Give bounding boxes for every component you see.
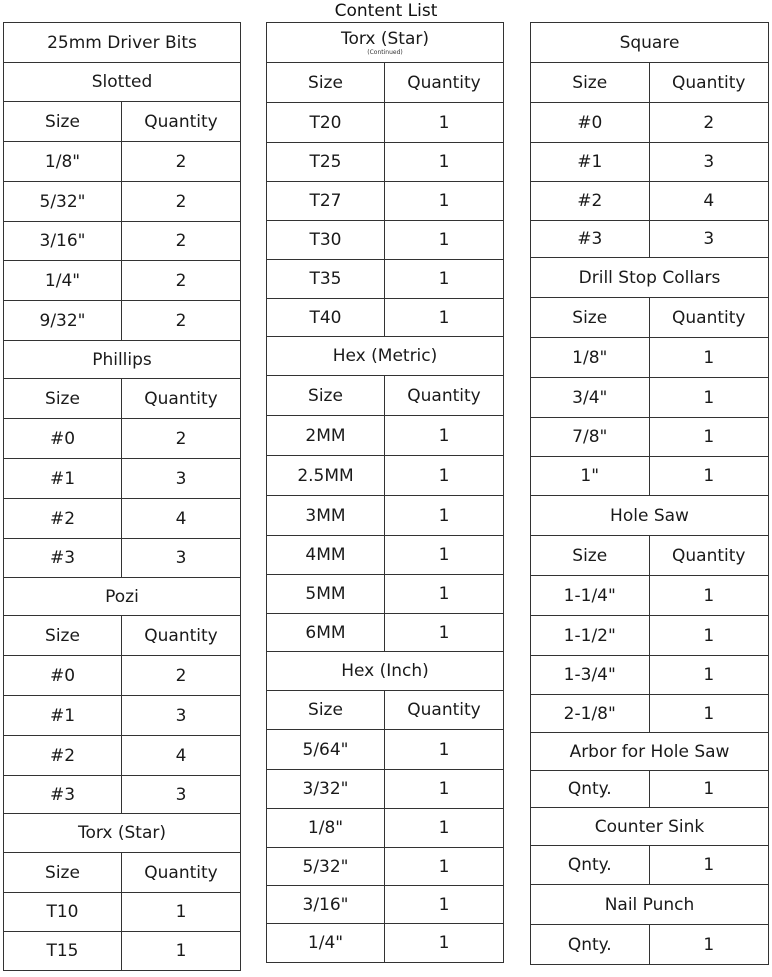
quantity-cell: 2 bbox=[175, 310, 187, 331]
size-cell: T10 bbox=[4, 893, 122, 931]
table-row bbox=[4, 499, 240, 539]
section-title: Counter Sink bbox=[594, 816, 705, 837]
quantity-cell: 1 bbox=[438, 622, 450, 643]
table-row bbox=[4, 853, 240, 893]
quantity-cell: 1 bbox=[703, 855, 715, 875]
table-row bbox=[267, 456, 503, 496]
size-cell: 9/32" bbox=[4, 301, 122, 340]
size-cell: Size bbox=[4, 102, 122, 141]
table-row bbox=[267, 691, 503, 730]
section-header-row bbox=[4, 814, 240, 853]
quantity-cell: Quantity bbox=[144, 625, 218, 646]
section-header-row bbox=[531, 496, 768, 536]
table-row bbox=[4, 736, 240, 776]
table-row bbox=[267, 614, 503, 652]
table-row bbox=[531, 576, 768, 616]
table-row bbox=[267, 182, 503, 221]
quantity-cell: 3 bbox=[703, 152, 715, 172]
quantity-cell: 1 bbox=[703, 347, 715, 368]
table-row bbox=[4, 893, 240, 932]
section-header bbox=[267, 337, 503, 375]
quantity-cell: 1 bbox=[438, 779, 450, 799]
table-row bbox=[4, 102, 240, 142]
section-header bbox=[531, 885, 768, 924]
size-cell: 5/32" bbox=[267, 848, 385, 885]
quantity-cell: 1 bbox=[703, 625, 715, 646]
table-row bbox=[267, 536, 503, 575]
table-row bbox=[267, 809, 503, 848]
table-row bbox=[531, 536, 768, 576]
size-cell: #2 bbox=[4, 736, 122, 775]
quantity-cell: 4 bbox=[175, 508, 187, 529]
section-title: Hole Saw bbox=[610, 505, 689, 526]
table-row bbox=[531, 925, 768, 964]
quantity-cell: 3 bbox=[703, 229, 715, 249]
section-subtitle: (Continued) bbox=[367, 49, 403, 56]
table-row bbox=[531, 457, 768, 496]
quantity-cell: 4 bbox=[175, 745, 187, 766]
size-cell: #1 bbox=[4, 459, 122, 498]
table-row bbox=[267, 730, 503, 770]
size-cell: 3/32" bbox=[267, 770, 385, 808]
table-row bbox=[267, 260, 503, 299]
quantity-cell: 1 bbox=[703, 466, 715, 486]
size-cell: 1" bbox=[531, 457, 650, 495]
section-title: Hex (Metric) bbox=[332, 346, 438, 366]
size-cell: #3 bbox=[4, 776, 122, 813]
size-cell: 1-1/2" bbox=[531, 616, 650, 655]
quantity-cell: Quantity bbox=[144, 388, 218, 409]
table-row bbox=[531, 418, 768, 457]
table-row bbox=[267, 299, 503, 337]
table-row bbox=[4, 539, 240, 578]
size-cell: #0 bbox=[531, 103, 650, 142]
size-cell: #2 bbox=[4, 499, 122, 538]
size-cell: 3/16" bbox=[4, 222, 122, 260]
size-cell: 5/32" bbox=[4, 182, 122, 221]
quantity-cell: 1 bbox=[703, 703, 715, 724]
size-cell: #0 bbox=[4, 656, 122, 695]
section-title: Torx (Star) bbox=[77, 823, 167, 843]
size-cell: 2-1/8" bbox=[531, 695, 650, 732]
size-cell: 3/16" bbox=[267, 886, 385, 923]
table-row bbox=[531, 338, 768, 378]
table-row bbox=[531, 103, 768, 143]
size-cell: T35 bbox=[267, 260, 385, 298]
size-cell: Qnty. bbox=[531, 846, 650, 884]
quantity-cell: Quantity bbox=[407, 700, 481, 720]
quantity-cell: Quantity bbox=[407, 72, 481, 93]
quantity-cell: 1 bbox=[438, 230, 450, 250]
quantity-cell: Quantity bbox=[407, 385, 481, 406]
size-cell: Qnty. bbox=[531, 771, 650, 807]
size-cell: 1-1/4" bbox=[531, 576, 650, 615]
column-2 bbox=[266, 22, 504, 963]
table-row bbox=[267, 848, 503, 886]
section-title: Hex (Inch) bbox=[341, 661, 429, 681]
section-title: Slotted bbox=[91, 72, 153, 92]
quantity-cell: 1 bbox=[438, 933, 450, 953]
size-cell: T27 bbox=[267, 182, 385, 220]
size-cell: 2MM bbox=[267, 416, 385, 455]
quantity-cell: 2 bbox=[175, 191, 187, 212]
table-row bbox=[267, 924, 503, 962]
quantity-cell: 1 bbox=[438, 112, 450, 133]
size-cell: 5/64" bbox=[267, 730, 385, 769]
section-header bbox=[531, 496, 768, 535]
size-cell: 2.5MM bbox=[267, 456, 385, 495]
section-title: Phillips bbox=[92, 349, 152, 370]
section-header-row bbox=[267, 23, 503, 63]
quantity-cell: 2 bbox=[175, 231, 187, 251]
table-row bbox=[4, 932, 240, 970]
section-header bbox=[4, 63, 240, 101]
section-title: Nail Punch bbox=[604, 894, 695, 915]
size-cell: 1-3/4" bbox=[531, 656, 650, 694]
quantity-cell: 1 bbox=[175, 941, 187, 961]
section-header-row bbox=[267, 652, 503, 691]
section-header bbox=[531, 258, 768, 297]
section-header-row bbox=[531, 808, 768, 846]
table-row bbox=[267, 416, 503, 456]
table-row bbox=[531, 143, 768, 182]
size-cell: 1/8" bbox=[531, 338, 650, 377]
section-header bbox=[4, 578, 240, 615]
quantity-cell: 2 bbox=[175, 270, 187, 291]
table-row bbox=[267, 143, 503, 182]
size-cell: Size bbox=[4, 853, 122, 892]
table-row bbox=[4, 696, 240, 736]
quantity-cell: 1 bbox=[438, 894, 450, 915]
section-header bbox=[531, 23, 768, 62]
quantity-cell: 2 bbox=[175, 428, 187, 449]
section-header bbox=[531, 808, 768, 845]
quantity-cell: 3 bbox=[175, 784, 187, 805]
size-cell: #3 bbox=[531, 221, 650, 257]
quantity-cell: Quantity bbox=[144, 862, 218, 883]
quantity-cell: 1 bbox=[703, 934, 715, 955]
size-cell: 6MM bbox=[267, 614, 385, 651]
section-header-row bbox=[531, 885, 768, 925]
section-header-row bbox=[4, 63, 240, 102]
table-row bbox=[4, 419, 240, 459]
section-title: 25mm Driver Bits bbox=[47, 32, 197, 53]
table-row bbox=[267, 886, 503, 924]
section-header-row bbox=[531, 258, 768, 298]
quantity-cell: Quantity bbox=[672, 307, 746, 328]
quantity-cell: 2 bbox=[175, 665, 187, 686]
size-cell: T25 bbox=[267, 143, 385, 181]
table-row bbox=[4, 222, 240, 261]
table-row bbox=[4, 142, 240, 182]
table-row bbox=[4, 459, 240, 499]
section-header bbox=[531, 733, 768, 770]
table-row bbox=[4, 301, 240, 341]
table-row bbox=[4, 379, 240, 419]
table-row bbox=[531, 846, 768, 885]
size-cell: T40 bbox=[267, 299, 385, 336]
quantity-cell: 1 bbox=[703, 387, 715, 408]
size-cell: Size bbox=[531, 298, 650, 337]
size-cell: #1 bbox=[531, 143, 650, 181]
size-cell: T30 bbox=[267, 221, 385, 259]
quantity-cell: 1 bbox=[438, 856, 450, 877]
section-header-row bbox=[4, 578, 240, 616]
section-header bbox=[267, 652, 503, 690]
quantity-cell: 1 bbox=[438, 584, 450, 604]
quantity-cell: 3 bbox=[175, 548, 187, 568]
table-row bbox=[531, 771, 768, 808]
size-cell: 3/4" bbox=[531, 378, 650, 417]
table-row bbox=[4, 776, 240, 814]
table-row bbox=[531, 616, 768, 656]
size-cell: Size bbox=[4, 616, 122, 655]
quantity-cell: 1 bbox=[438, 307, 450, 328]
quantity-cell: 1 bbox=[438, 425, 450, 446]
size-cell: 1/4" bbox=[4, 261, 122, 300]
table-row bbox=[4, 616, 240, 656]
table-row bbox=[4, 656, 240, 696]
table-row bbox=[531, 221, 768, 258]
size-cell: #3 bbox=[4, 539, 122, 577]
quantity-cell: 2 bbox=[175, 151, 187, 172]
section-header bbox=[4, 23, 240, 62]
quantity-cell: 1 bbox=[175, 902, 187, 922]
size-cell: Size bbox=[531, 536, 650, 575]
table-row bbox=[267, 496, 503, 536]
quantity-cell: 1 bbox=[438, 818, 450, 838]
quantity-cell: Quantity bbox=[144, 111, 218, 132]
quantity-cell: 1 bbox=[438, 505, 450, 526]
quantity-cell: 1 bbox=[703, 427, 715, 447]
table-row bbox=[531, 378, 768, 418]
quantity-cell: 4 bbox=[703, 191, 715, 211]
quantity-cell: 1 bbox=[703, 585, 715, 606]
size-cell: 1/8" bbox=[267, 809, 385, 847]
section-title: Arbor for Hole Saw bbox=[569, 741, 730, 762]
quantity-cell: 2 bbox=[703, 112, 715, 133]
quantity-cell: 1 bbox=[438, 269, 450, 289]
table-row bbox=[4, 182, 240, 222]
section-header-row bbox=[267, 337, 503, 376]
size-cell: 3MM bbox=[267, 496, 385, 535]
quantity-cell: 1 bbox=[703, 779, 715, 799]
quantity-cell: 1 bbox=[438, 465, 450, 486]
table-row bbox=[267, 63, 503, 103]
size-cell: Size bbox=[267, 63, 385, 102]
table-row bbox=[4, 261, 240, 301]
section-header bbox=[4, 814, 240, 852]
table-row bbox=[267, 376, 503, 416]
section-header-row bbox=[531, 733, 768, 771]
size-cell: #2 bbox=[531, 182, 650, 220]
size-cell: Size bbox=[267, 691, 385, 729]
size-cell: Size bbox=[4, 379, 122, 418]
section-title: Pozi bbox=[105, 586, 139, 607]
table-row bbox=[531, 182, 768, 221]
size-cell: T20 bbox=[267, 103, 385, 142]
size-cell: #0 bbox=[4, 419, 122, 458]
section-title: Square bbox=[619, 32, 680, 53]
table-row bbox=[267, 103, 503, 143]
size-cell: Size bbox=[531, 63, 650, 102]
table-row bbox=[267, 221, 503, 260]
quantity-cell: 3 bbox=[175, 468, 187, 489]
quantity-cell: Quantity bbox=[672, 545, 746, 566]
size-cell: #1 bbox=[4, 696, 122, 735]
section-header-row bbox=[4, 23, 240, 63]
quantity-cell: 1 bbox=[703, 665, 715, 685]
table-row bbox=[267, 575, 503, 614]
page-title: Content List bbox=[334, 1, 438, 21]
section-header-row bbox=[4, 341, 240, 379]
size-cell: 1/4" bbox=[267, 924, 385, 962]
size-cell: Qnty. bbox=[531, 925, 650, 964]
quantity-cell: 1 bbox=[438, 545, 450, 565]
section-header bbox=[267, 23, 503, 62]
column-1 bbox=[3, 22, 241, 971]
size-cell: 1/8" bbox=[4, 142, 122, 181]
table-row bbox=[531, 656, 768, 695]
quantity-cell: 1 bbox=[438, 191, 450, 211]
size-cell: 5MM bbox=[267, 575, 385, 613]
section-title: Torx (Star) bbox=[340, 29, 430, 49]
quantity-cell: 1 bbox=[438, 739, 450, 760]
table-row bbox=[531, 298, 768, 338]
section-header-row bbox=[531, 23, 768, 63]
column-3 bbox=[530, 22, 769, 965]
quantity-cell: 1 bbox=[438, 152, 450, 172]
section-title: Drill Stop Collars bbox=[578, 267, 721, 288]
table-row bbox=[531, 63, 768, 103]
quantity-cell: 3 bbox=[175, 705, 187, 726]
quantity-cell: Quantity bbox=[672, 72, 746, 93]
size-cell: Size bbox=[267, 376, 385, 415]
table-row bbox=[531, 695, 768, 733]
size-cell: T15 bbox=[4, 932, 122, 970]
size-cell: 4MM bbox=[267, 536, 385, 574]
table-row bbox=[267, 770, 503, 809]
size-cell: 7/8" bbox=[531, 418, 650, 456]
section-header bbox=[4, 341, 240, 378]
